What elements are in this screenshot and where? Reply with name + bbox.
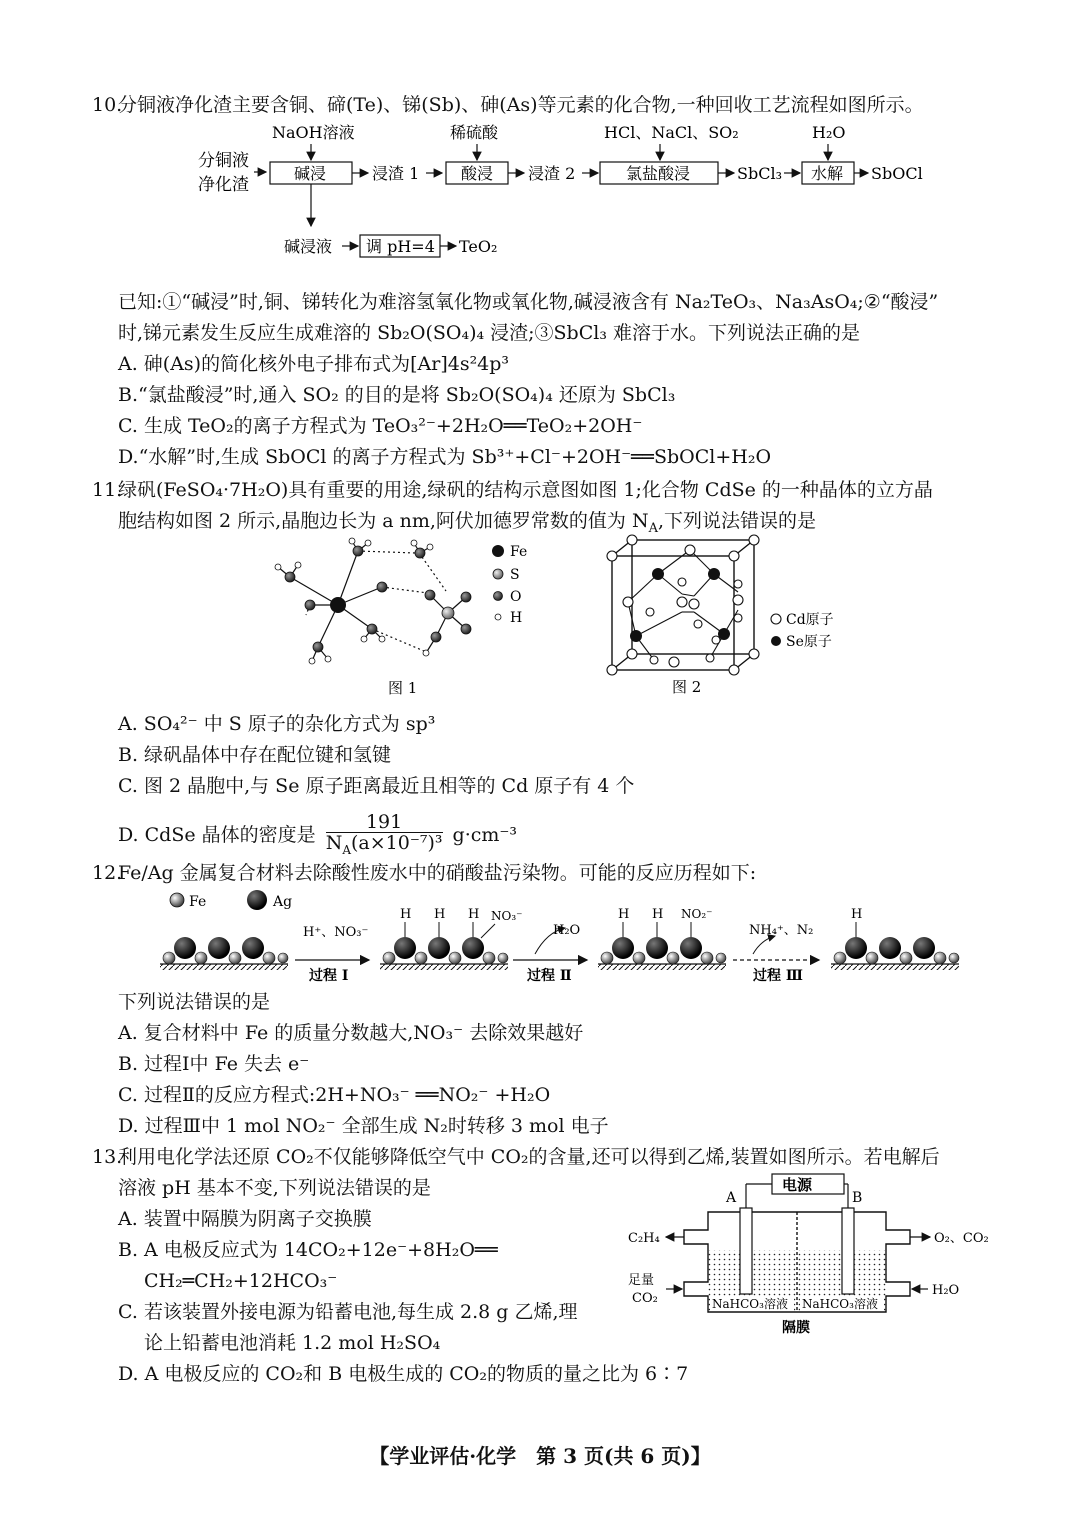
q10-flowchart (180, 120, 940, 270)
q10-option-c: C. 生成 TeO₂的离子方程式为 TeO₃²⁻+2H₂O══TeO₂+2OH⁻ (118, 415, 643, 437)
q13-option-d: D. A 电极反应的 CO₂和 B 电极生成的 CO₂的物质的量之比为 6∶7 (118, 1363, 689, 1385)
flow-box-3: 氯盐酸浸 (626, 164, 691, 183)
page-footer: 【学业评估·化学 第 3 页(共 6 页)】 (369, 1444, 711, 1468)
device-power: 电源 (782, 1176, 813, 1194)
q10-option-a: A. 砷(As)的简化核外电子排布式为[Ar]4s²4p³ (118, 353, 510, 375)
q13-option-b-1: B. A 电极反应式为 14CO₂+12e⁻+8H₂O══ (118, 1239, 498, 1261)
q12-h-1: H (400, 907, 412, 922)
flow-reagent-4: H₂O (812, 123, 846, 142)
fig1-legend-o: O (510, 589, 522, 605)
q10-option-b: B.“氯盐酸浸”时,通入 SO₂ 的目的是将 Sb₂O(SO₄)₄ 还原为 SbCl₃ (118, 384, 676, 406)
device-solution-right: NaHCO₃溶液 (802, 1297, 878, 1311)
q13-stem-2: 溶液 pH 基本不变,下列说法错误的是 (118, 1177, 431, 1199)
flow-start-1: 分铜液 (198, 151, 249, 171)
flow-box-1: 碱浸 (294, 164, 327, 183)
device-solution-left: NaHCO₃溶液 (712, 1297, 788, 1311)
q12-no2: NO₂⁻ (681, 907, 713, 921)
q12-option-d: D. 过程Ⅲ中 1 mol NO₂⁻ 全部生成 N₂时转移 3 mol 电子 (118, 1115, 609, 1137)
q13-option-a: A. 装置中隔膜为阴离子交换膜 (118, 1208, 372, 1230)
q11-figure-2 (598, 532, 858, 700)
fig1-caption: 图 1 (388, 679, 418, 697)
q10-known-2: 时,锑元素发生反应生成难溶的 Sb₂O(SO₄)₄ 浸渣;③SbCl₃ 难溶于水。下列说法正确的是 (118, 322, 860, 344)
q11-number: 11. (92, 479, 123, 501)
q10-number: 10. (92, 94, 123, 116)
fig1-legend-s: S (510, 567, 520, 583)
q11-option-a: A. SO₄²⁻ 中 S 原子的杂化方式为 sp³ (118, 713, 436, 735)
flow-branch-start: 碱浸液 (284, 237, 333, 256)
q12-h-3: H (468, 907, 480, 922)
flow-product: SbOCl (871, 164, 923, 183)
flow-mid-3: SbCl₃ (737, 164, 782, 183)
q11-stem-2: 胞结构如图 2 所示,晶胞边长为 a nm,阿伏加德罗常数的值为 $N_A$,下列说法错误的是 (118, 510, 817, 536)
flow-box-4: 水解 (811, 164, 844, 183)
q12-stem: Fe/Ag 金属复合材料去除酸性废水中的硝酸盐污染物。可能的反应历程如下: (118, 862, 757, 884)
fig2-legend-cd: Cd原子 (786, 612, 834, 628)
q10-known-1: 已知:①“碱浸”时,铜、锑转化为难溶氢氧化物或氧化物,碱浸液含有 Na₂TeO₃、Na₃AsO₄;②“酸浸” (118, 291, 939, 313)
q12-step2-reagent: H₂O (553, 923, 581, 938)
q13-option-c-1: C. 若该装置外接电源为铅蓄电池,每生成 2.8 g 乙烯,理 (118, 1301, 578, 1323)
device-out-right: O₂、CO₂ (934, 1231, 989, 1246)
flow-reagent-2: 稀硫酸 (450, 123, 499, 142)
flow-reagent-1: NaOH溶液 (272, 123, 355, 142)
q11-stem-1: 绿矾(FeSO₄·7H₂O)具有重要的用途,绿矾的结构示意图如图 1;化合物 CdSe 的一种晶体的立方晶 (118, 479, 933, 501)
device-out-left: C₂H₄ (628, 1231, 660, 1246)
q12-option-a: A. 复合材料中 Fe 的质量分数越大,NO₃⁻ 去除效果越好 (118, 1022, 584, 1044)
device-in-right: H₂O (932, 1283, 960, 1298)
fig2-caption: 图 2 (672, 678, 702, 696)
q12-number: 12. (92, 862, 123, 884)
fig1-legend-h: H (510, 610, 523, 626)
q12-step1-reagent: H⁺、NO₃⁻ (303, 925, 369, 940)
device-in-left-1: 足量 (628, 1273, 655, 1288)
q10-stem: 分铜液净化渣主要含铜、碲(Te)、锑(Sb)、砷(As)等元素的化合物,一种回收工艺流程如图所示。 (118, 94, 924, 116)
q12-option-c: C. 过程Ⅱ的反应方程式:2H+NO₃⁻ ══NO₂⁻ +H₂O (118, 1084, 551, 1106)
flow-mid-1: 浸渣 1 (372, 164, 420, 183)
q13-stem-1: 利用电化学法还原 CO₂不仅能够降低空气中 CO₂的含量,还可以得到乙烯,装置如图所示。若电解后 (118, 1146, 940, 1168)
device-membrane: 隔膜 (782, 1320, 810, 1336)
q12-no3: NO₃⁻ (491, 909, 523, 923)
device-electrode-a: A (726, 1190, 737, 1206)
q12-h-5: H (652, 907, 664, 922)
q12-reaction-diagram (155, 888, 965, 988)
q13-electrolysis-device (622, 1172, 1012, 1342)
flow-start-2: 净化渣 (198, 175, 249, 195)
q11-figure-1 (270, 535, 550, 700)
q12-step3-label: 过程 Ⅲ (753, 968, 803, 984)
q12-legend-ag: Ag (273, 894, 293, 910)
device-electrode-b: B (852, 1190, 863, 1206)
q13-option-c-2: 论上铅蓄电池消耗 1.2 mol H₂SO₄ (144, 1332, 441, 1354)
flow-branch-product: TeO₂ (459, 237, 498, 256)
q10-option-d: D.“水解”时,生成 SbOCl 的离子方程式为 Sb³⁺+Cl⁻+2OH⁻══SbOCl+H₂O (118, 446, 772, 468)
q12-step1-label: 过程 Ⅰ (309, 968, 349, 984)
device-in-left-2: CO₂ (632, 1291, 658, 1306)
q12-h-6: H (851, 907, 863, 922)
q11-option-b: B. 绿矾晶体中存在配位键和氢键 (118, 744, 392, 766)
q13-number: 13. (92, 1146, 123, 1168)
q12-legend-fe: Fe (189, 894, 207, 910)
fig1-legend-fe: Fe (510, 544, 528, 560)
q12-option-b: B. 过程Ⅰ中 Fe 失去 e⁻ (118, 1053, 310, 1075)
flow-box-5: 调 pH=4 (366, 237, 435, 256)
q12-step3-reagent: NH₄⁺、N₂ (749, 923, 814, 938)
q12-h-2: H (434, 907, 446, 922)
q12-step2-label: 过程 Ⅱ (527, 968, 572, 984)
q11-option-c: C. 图 2 晶胞中,与 Se 原子距离最近且相等的 Cd 原子有 4 个 (118, 775, 635, 797)
q11-option-d: D. CdSe 晶体的密度是 $\frac{191}{N_A(a\times 10^{-7})^3}$ g·cm⁻³ (118, 811, 518, 857)
fig2-legend-se: Se原子 (786, 634, 832, 650)
flow-box-2: 酸浸 (461, 164, 494, 183)
q12-prompt: 下列说法错误的是 (118, 991, 271, 1013)
flow-reagent-3: HCl、NaCl、SO₂ (604, 123, 739, 142)
flow-mid-2: 浸渣 2 (528, 164, 576, 183)
q13-option-b-2: CH₂═CH₂+12HCO₃⁻ (144, 1270, 338, 1292)
q12-h-4: H (618, 907, 630, 922)
